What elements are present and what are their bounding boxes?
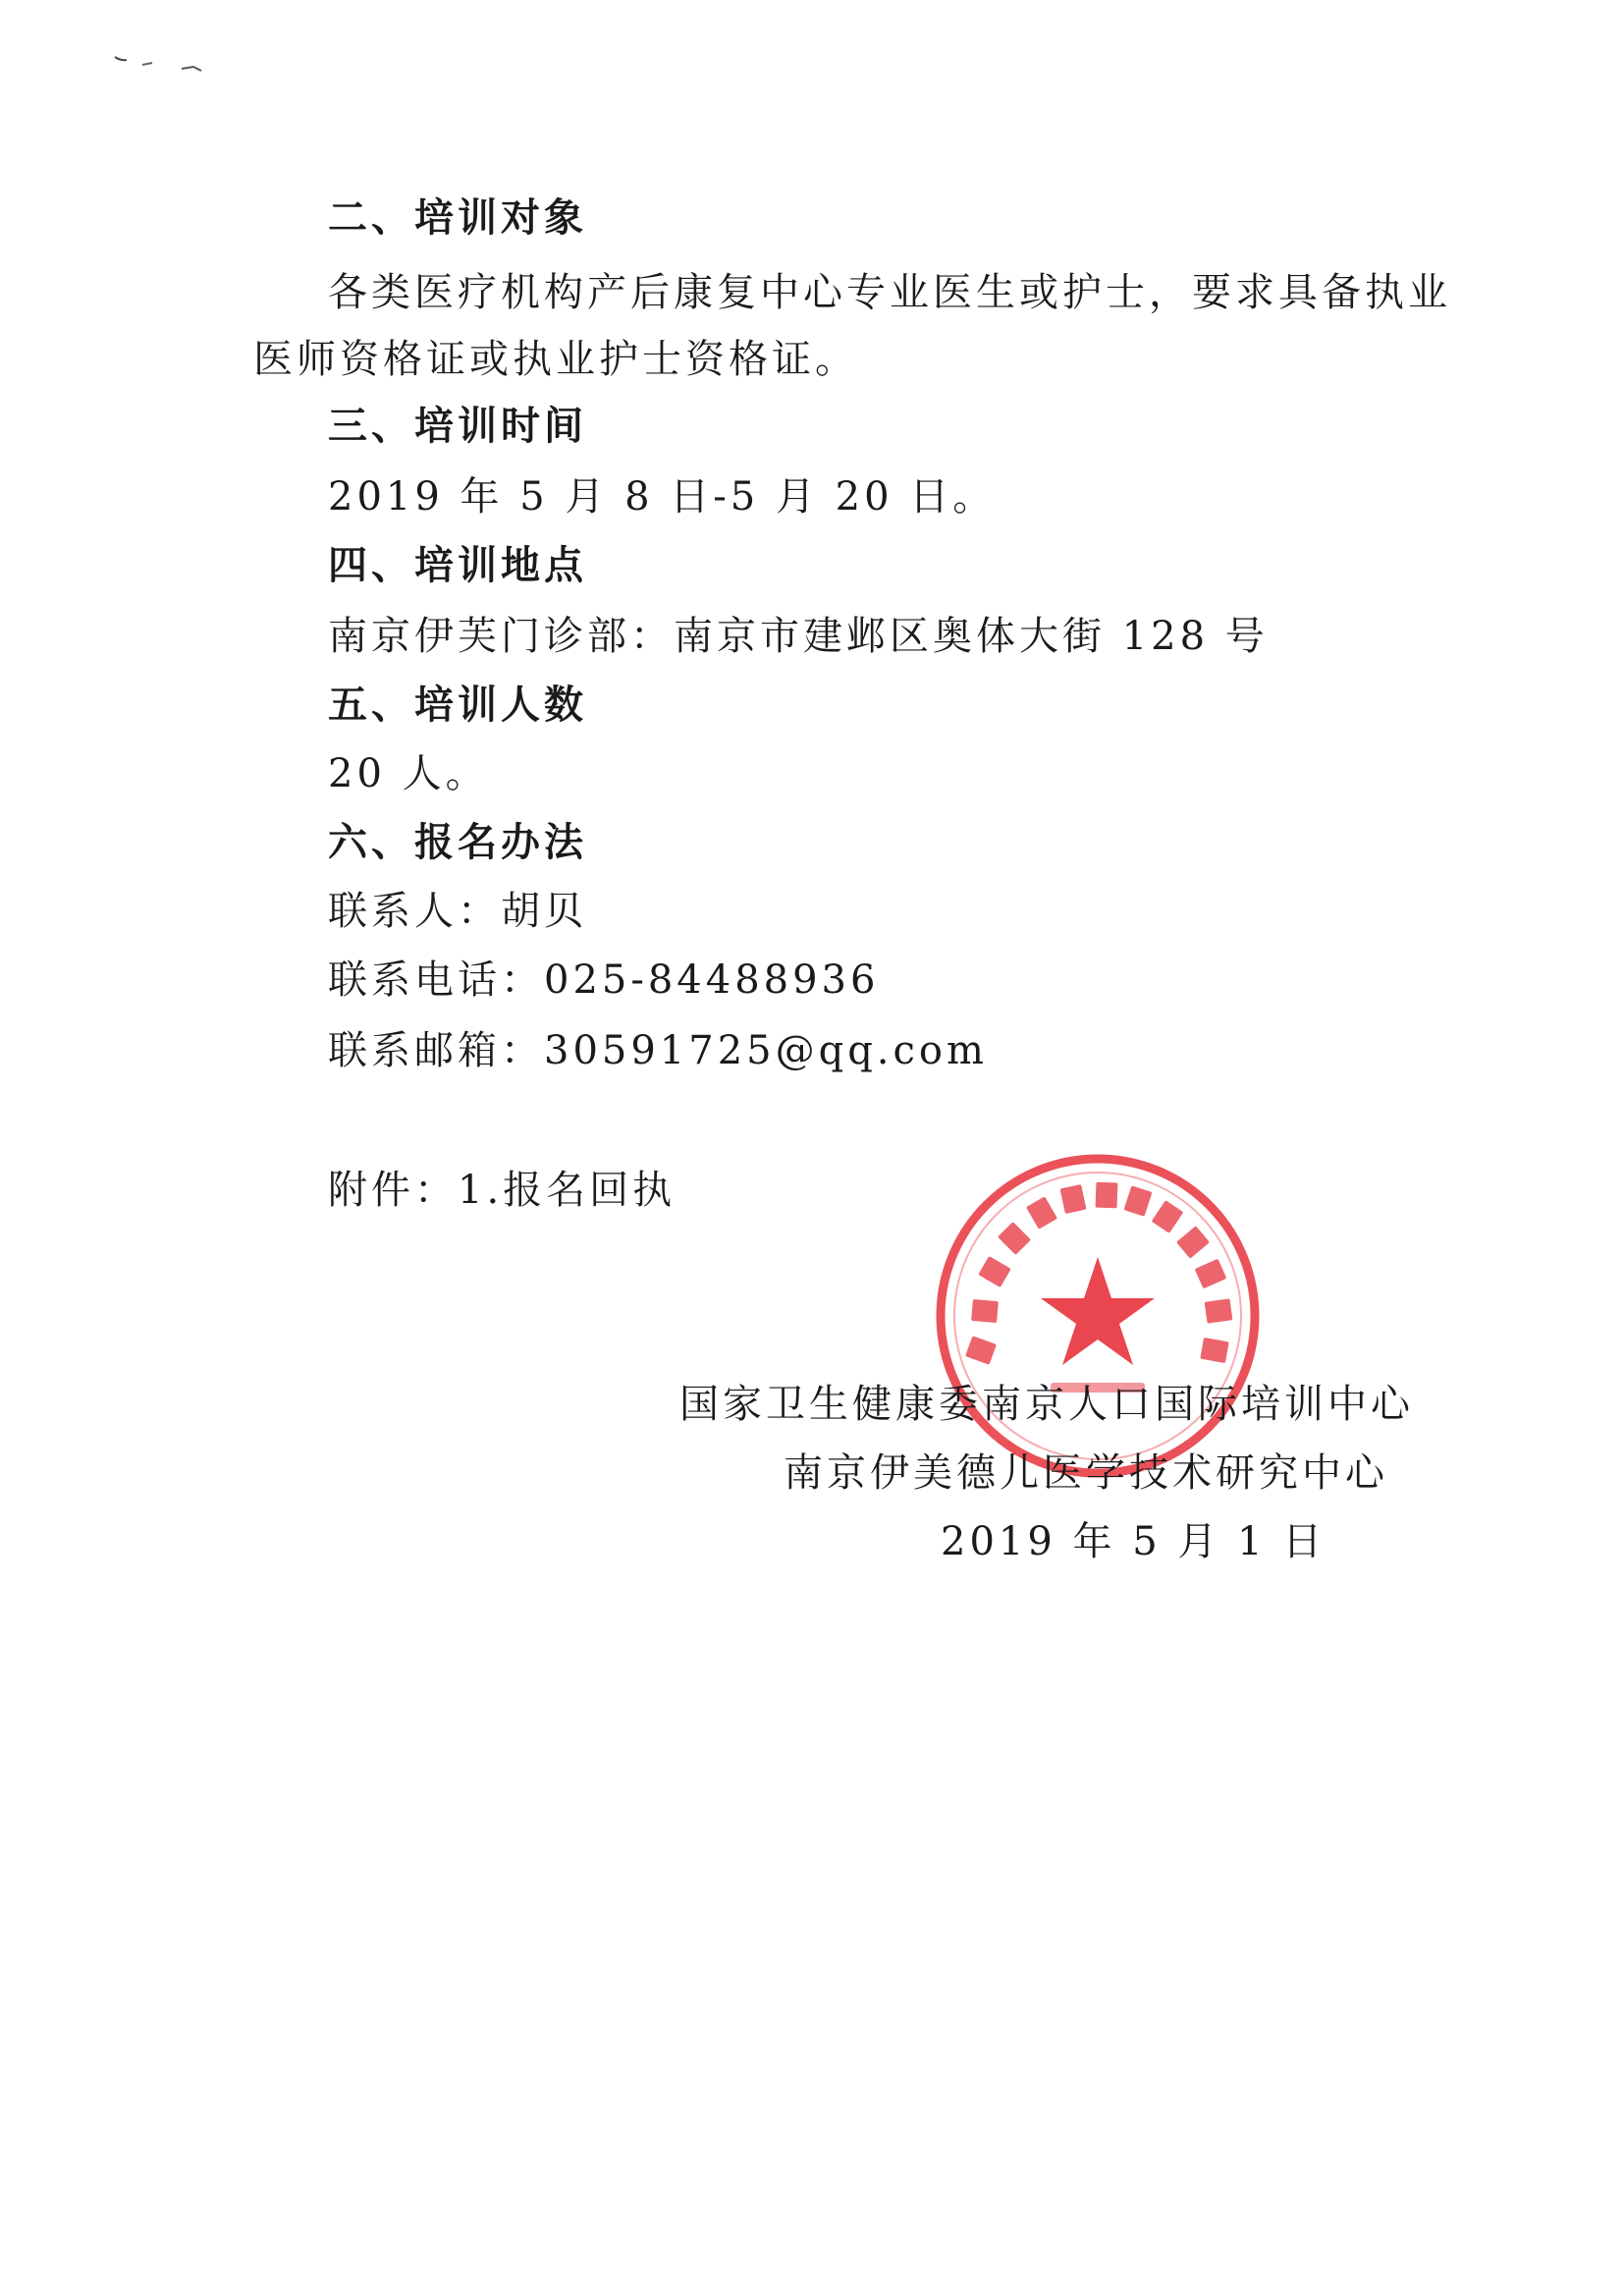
signature-org-2: 南京伊美德儿医学技术研究中心 [784, 1450, 1388, 1496]
contact-email-text: 联系邮箱：30591725@qq.com [328, 1028, 988, 1073]
training-location-text: 南京伊芙门诊部：南京市建邺区奥体大街 128 号 [328, 614, 1269, 659]
section-heading-registration: 六、报名办法 [328, 820, 587, 865]
official-seal [933, 1151, 1263, 1481]
signature-date: 2019 年 5 月 1 日 [941, 1519, 1326, 1564]
signature-org-1: 国家卫生健康委南京人口国际培训中心 [679, 1382, 1414, 1427]
star-icon [1041, 1257, 1155, 1365]
contact-person-text: 联系人：胡贝 [328, 889, 587, 934]
attachment-line: 附件：1.报名回执 [328, 1168, 677, 1213]
training-headcount-text: 20 人。 [328, 751, 489, 796]
section-heading-time: 三、培训时间 [328, 404, 587, 449]
section-heading-location: 四、培训地点 [328, 543, 587, 588]
contact-phone-text: 联系电话：025-84488936 [328, 957, 880, 1003]
scan-speck-mark [113, 51, 221, 75]
section-heading-participants: 二、培训对象 [328, 195, 587, 241]
training-time-text: 2019 年 5 月 8 日-5 月 20 日。 [328, 474, 997, 519]
participants-text-line-1: 各类医疗机构产后康复中心专业医生或护士，要求具备执业 [328, 270, 1451, 315]
section-heading-headcount: 五、培训人数 [328, 683, 587, 728]
participants-text-line-2: 医师资格证或执业护士资格证。 [253, 337, 858, 382]
